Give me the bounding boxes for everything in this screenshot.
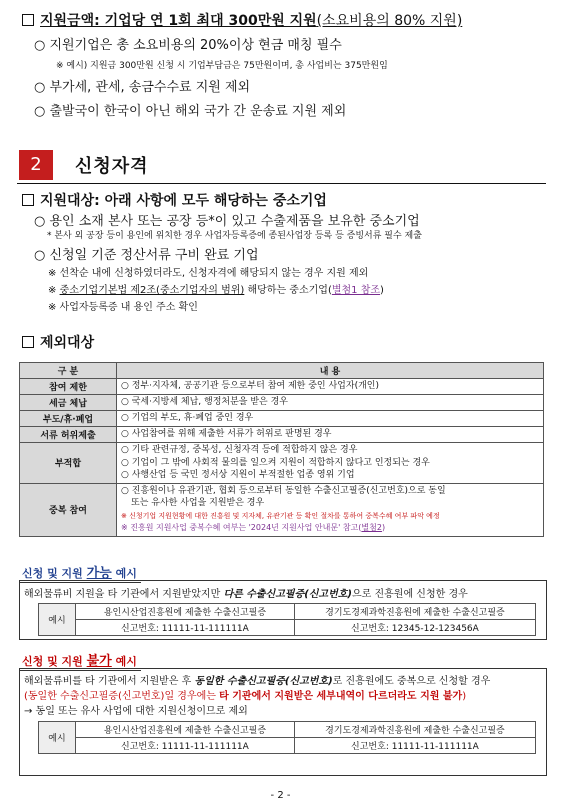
sme-law-link[interactable]: 중소기업기본법 제2조(중소기업자의 범위) bbox=[59, 285, 245, 296]
checkbox-square-icon bbox=[22, 14, 34, 26]
target-item-1: ○ 용인 소재 본사 또는 공장 등*이 있고 수출제품을 보유한 중소기업 bbox=[34, 214, 420, 229]
table-row: 서류 허위제출 ○ 사업참여를 위해 제출한 서류가 허위로 판명된 경우 bbox=[20, 427, 544, 443]
support-amount-heading: 지원금액: 기업당 연 1회 최대 300만원 지원(소요비용의 80% 지원) bbox=[22, 10, 462, 30]
allowed-example-desc: 해외물류비 지원을 타 기관에서 지원받았지만 다른 수출신고필증(신고번호)으로 진흥원에 신청한 경우 bbox=[24, 589, 468, 600]
section-divider bbox=[17, 183, 546, 184]
section-number-badge: 2 bbox=[19, 150, 53, 180]
support-note: ※ 예시) 지원금 300만원 신청 시 기업부담금은 75만원이며, 총 사업비는 375만원임 bbox=[56, 61, 388, 71]
allowed-example-title: 신청 및 지원 가능 예시 bbox=[19, 562, 141, 583]
allowed-example-table bbox=[38, 603, 536, 636]
table-row: 부도/휴·폐업 ○ 기업의 부도, 휴·폐업 중인 경우 bbox=[20, 411, 544, 427]
disallowed-example-box bbox=[19, 668, 547, 776]
table-row: 신고번호: 11111-11-111111A 신고번호: 11111-11-111111A bbox=[39, 738, 536, 754]
section-title: 신청자격 bbox=[75, 156, 149, 177]
disallowed-example-title: 신청 및 지원 불가 예시 bbox=[19, 650, 141, 671]
table-row: 신고번호: 11111-11-111111A 신고번호: 12345-12-123456A bbox=[39, 620, 536, 636]
target-item-2: ○ 신청일 기준 정산서류 구비 완료 기업 bbox=[34, 248, 259, 263]
attachment-1-link[interactable]: 별첨1 참조 bbox=[331, 285, 381, 296]
checkbox-square-icon bbox=[22, 194, 34, 206]
disallowed-desc-1: 해외물류비를 타 기관에서 지원받은 후 동일한 수출신고필증(신고번호)로 진흥원에도 중복으로 신청할 경우 bbox=[24, 676, 491, 687]
table-row: 참여 제한 ○ 정부·지자체, 공공기관 등으로부터 참여 제한 중인 사업자(개인) bbox=[20, 379, 544, 395]
target-heading: 지원대상: 아래 사항에 모두 해당하는 중소기업 bbox=[22, 190, 327, 210]
support-item-1: ○ 지원기업은 총 소요비용의 20%이상 현금 매칭 필수 bbox=[34, 38, 342, 53]
support-item-2: ○ 부가세, 관세, 송금수수료 지원 제외 bbox=[34, 80, 251, 95]
table-row: 중복 참여 ○ 진흥원이나 유관기관, 협회 등으로부터 동일한 수출신고필증(신고번호)으로 동일 또는 유사한 사업을 지원받은 경우 ※ 신청기업 지원현황에 대한 진흥원 및 지자체, 유관기관 등 확인 절차를 통하여 중복수혜 여부 파악 예정 ※ 진흥원 지원사업 중복수혜 여부는 '2024년 지원사업 안내문' 참고(별첨2) bbox=[20, 483, 544, 536]
support-item-3: ○ 출발국이 한국이 아닌 해외 국가 간 운송료 지원 제외 bbox=[34, 104, 347, 119]
target-note-4: ※ 사업자등록증 내 용인 주소 확인 bbox=[48, 302, 198, 313]
table-header-row bbox=[20, 363, 544, 379]
table-row: 예시 용인시산업진흥원에 제출한 수출신고필증 경기도경제과학진흥원에 제출한 수출신고필증 bbox=[39, 604, 536, 620]
table-row: 부적합 ○ 기타 관련규정, 중복성, 신청자격 등에 적합하지 않은 경우 ○ 기업이 그 밖에 사회적 물의를 일으켜 지원이 적합하지 않다고 인정되는 경우 ○ 사행산업 등 국민 정서상 지원이 부적절한 업종 영위 기업 bbox=[20, 443, 544, 484]
checkbox-square-icon bbox=[22, 336, 34, 348]
target-note-3: ※ 중소기업기본법 제2조(중소기업자의 범위) 해당하는 중소기업(별첨1 참조) bbox=[48, 285, 384, 296]
table-row: 세금 체납 ○ 국세·지방세 체납, 행정처분을 받은 경우 bbox=[20, 395, 544, 411]
table-row: 예시 용인시산업진흥원에 제출한 수출신고필증 경기도경제과학진흥원에 제출한 수출신고필증 bbox=[39, 722, 536, 738]
target-note-1: * 본사 외 공장 등이 용인에 위치한 경우 사업자등록증에 종된사업장 등록 등 증빙서류 필수 제출 bbox=[47, 231, 422, 241]
disallowed-example-table bbox=[38, 721, 536, 754]
disallowed-desc-2: (동일한 수출신고필증(신고번호)일 경우에는 타 기관에서 지원받은 세부내역이 다르더라도 지원 불가) bbox=[24, 691, 467, 702]
target-note-2: ※ 선착순 내에 신청하였더라도, 신청자격에 해당되지 않는 경우 지원 제외 bbox=[48, 268, 369, 279]
exclusion-heading: 제외대상 bbox=[22, 332, 94, 352]
col-header-category: 구 분 bbox=[20, 363, 117, 379]
attachment-2-link[interactable]: 별첨2 bbox=[361, 523, 382, 532]
col-header-content: 내 용 bbox=[117, 363, 544, 379]
exclusion-table bbox=[19, 362, 544, 537]
allowed-example-box bbox=[19, 580, 547, 640]
disallowed-desc-3: → 동일 또는 유사 사업에 대한 지원신청이므로 제외 bbox=[24, 706, 248, 717]
page-number: - 2 - bbox=[270, 790, 291, 801]
